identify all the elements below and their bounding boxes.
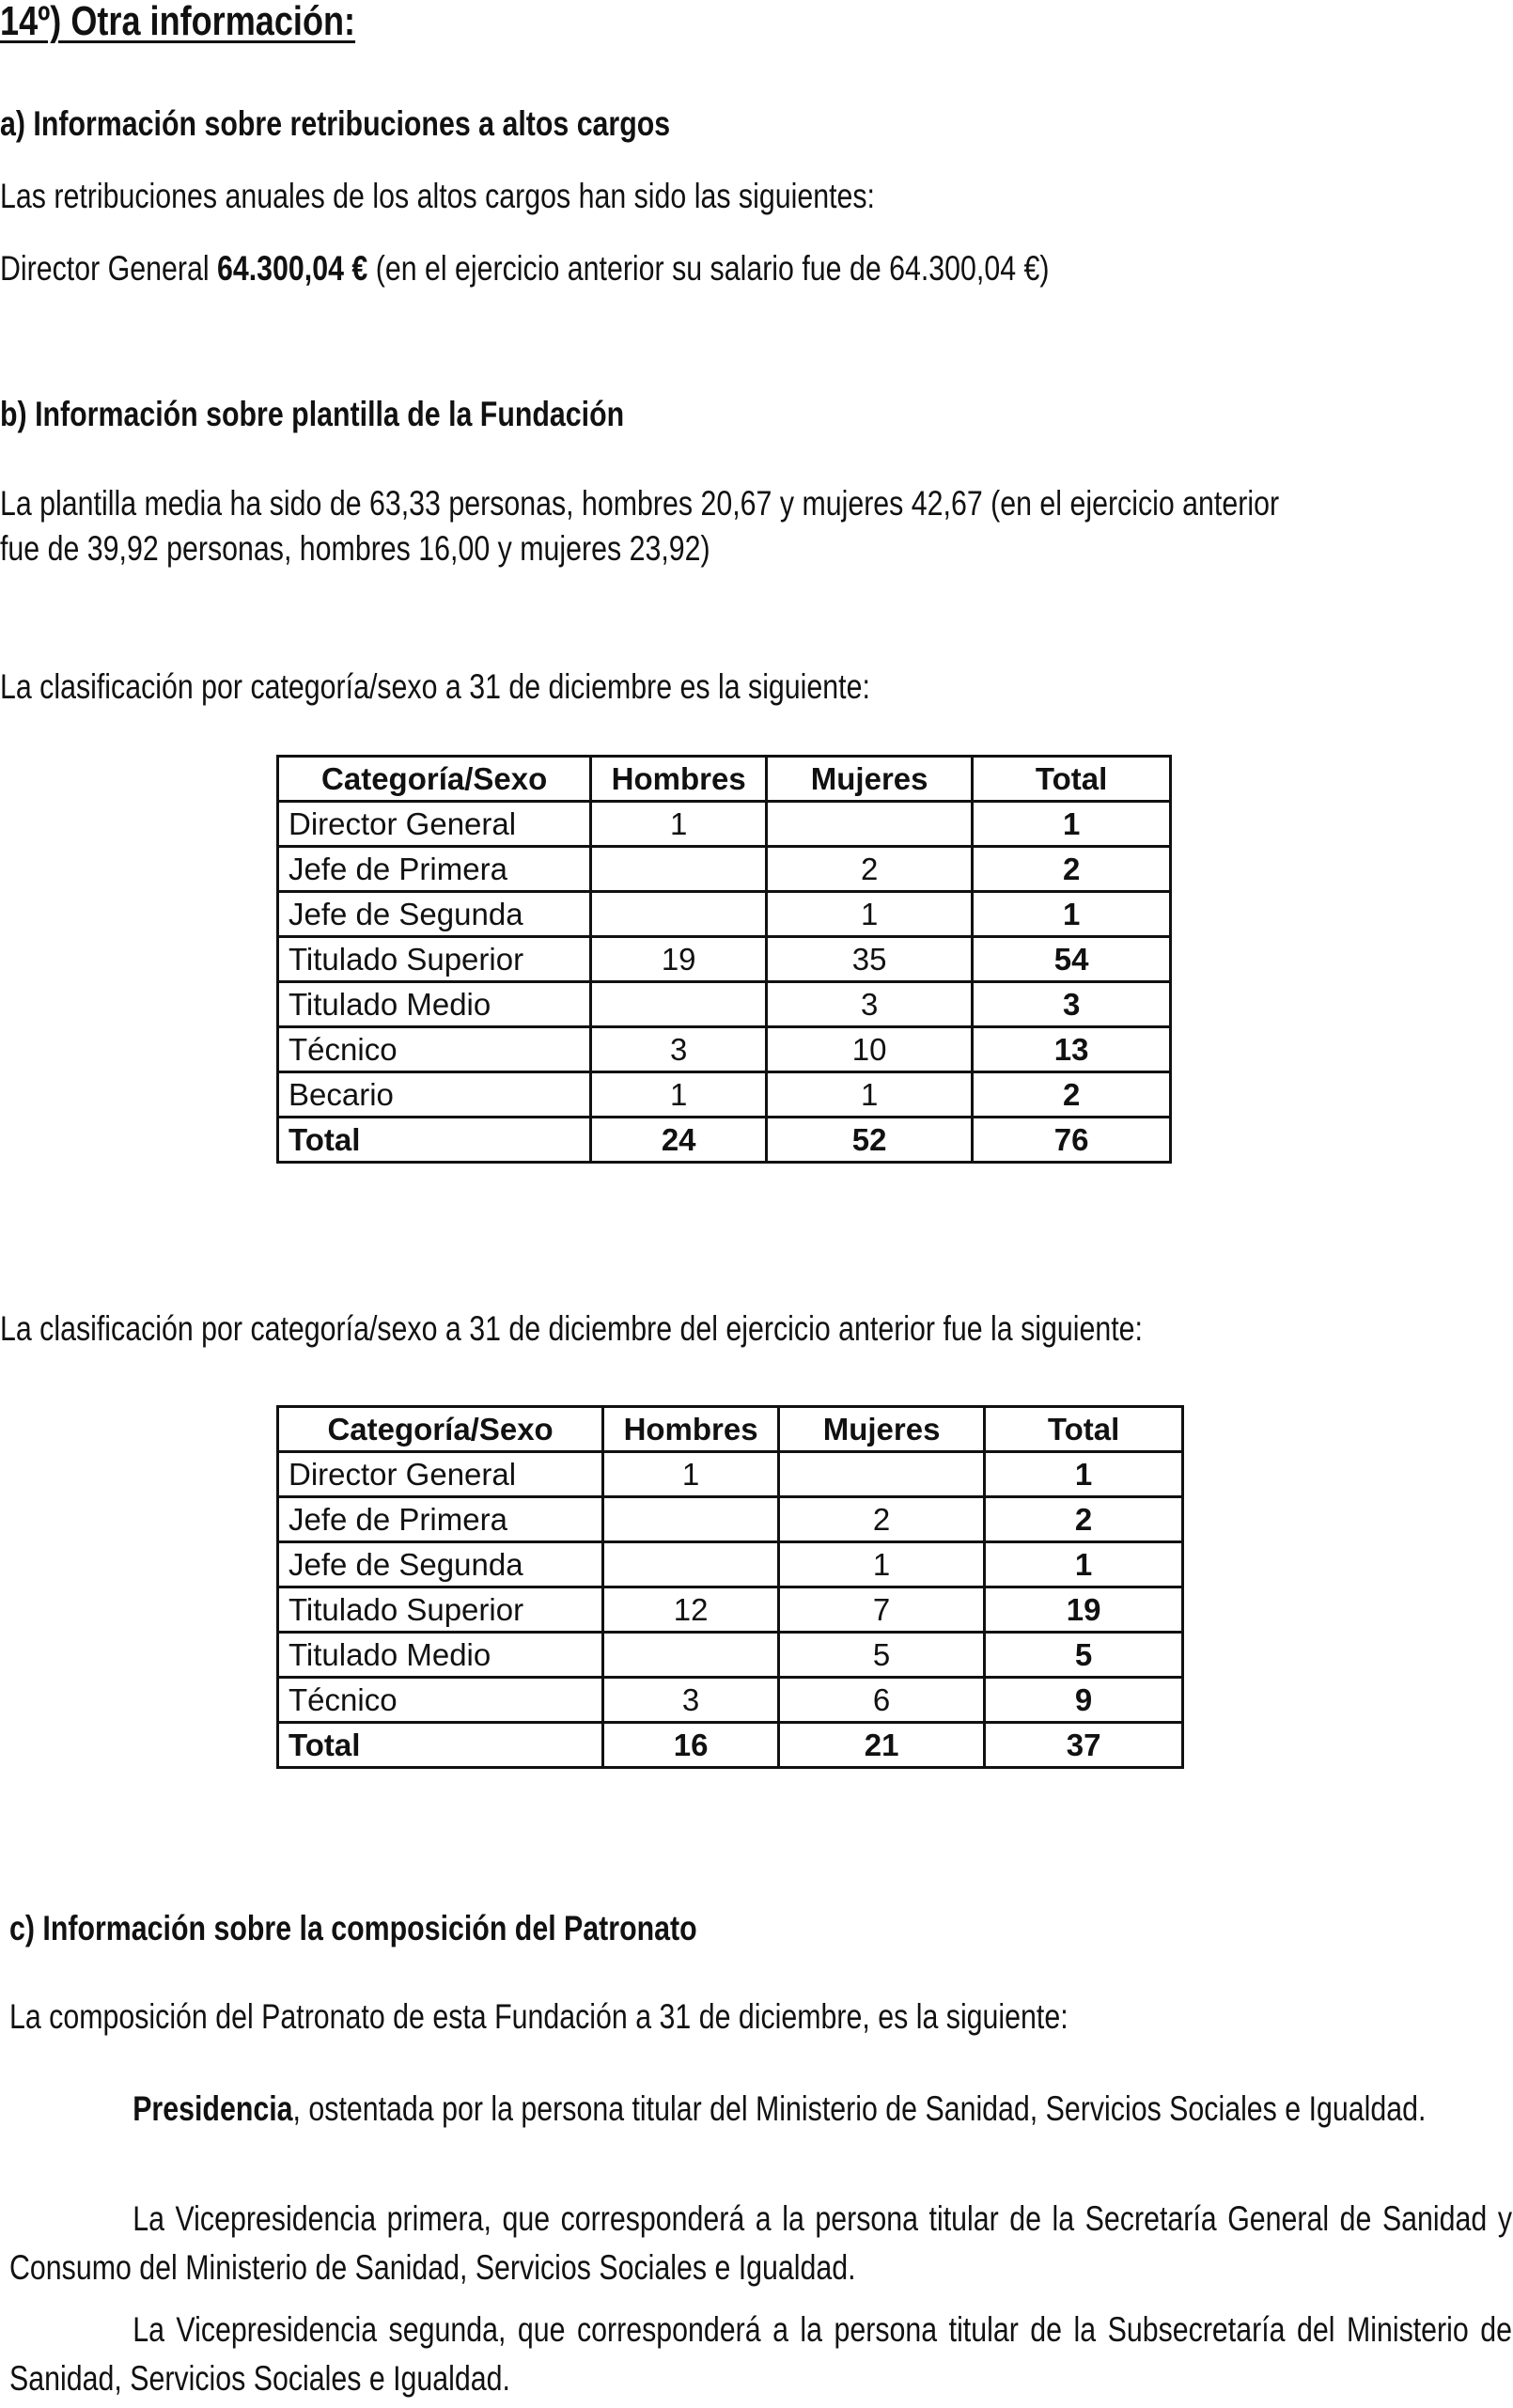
vice2-text: La Vicepresidencia segunda, que corresponderá a la persona titular de la Subsecretaría del Ministerio de Sanidad, Servicios Sociales e Igualdad.: [9, 2310, 1513, 2398]
table-row: [278, 1542, 1183, 1587]
women-cell: [778, 1452, 984, 1497]
section-a-salary-line: [0, 246, 1280, 291]
section-b-heading: b) Información sobre plantilla de la Fundación: [0, 395, 625, 433]
salary-prefix: Director General: [0, 249, 218, 288]
section-c-intro-wrap: [9, 1994, 1301, 2040]
header-cell: Hombres: [591, 757, 767, 802]
table-row: [278, 892, 1171, 937]
table-row: [278, 937, 1171, 982]
table-row: [278, 1072, 1171, 1118]
staff-table-previous: [276, 1405, 1184, 1769]
table-row: [278, 1678, 1183, 1723]
header-cell: Categoría/Sexo: [278, 757, 591, 802]
section-b-para-line2: fue de 39,92 personas, hombres 16,00 y mujeres 23,92): [0, 529, 710, 568]
header-cell: Hombres: [603, 1407, 779, 1452]
presidencia-text: , ostentada por la persona titular del Ministerio de Sanidad, Servicios Sociales e Igualdad.: [292, 2089, 1427, 2128]
men-cell: 12: [603, 1587, 779, 1633]
table-header-row: [278, 1407, 1183, 1452]
total-cell: 9: [985, 1678, 1183, 1723]
total-cell: 1: [985, 1452, 1183, 1497]
category-cell: Titulado Superior: [278, 1587, 603, 1633]
header-cell: Mujeres: [778, 1407, 984, 1452]
patronato-vice2-wrap: [9, 2306, 1513, 2403]
women-cell: 21: [778, 1723, 984, 1768]
category-cell: Titulado Superior: [278, 937, 591, 982]
header-cell: Total: [985, 1407, 1183, 1452]
table2-intro-wrap: [0, 1306, 1394, 1352]
category-cell: Director General: [278, 802, 591, 847]
section-c-intro: La composición del Patronato de esta Fundación a 31 de diciembre, es la siguiente:: [9, 1997, 1068, 2036]
section-c-heading: c) Información sobre la composición del Patronato: [9, 1909, 697, 1947]
salary-amount: 64.300,04 €: [217, 249, 368, 288]
table-total-row: [278, 1723, 1183, 1768]
women-cell: 1: [767, 892, 973, 937]
men-cell: [591, 892, 767, 937]
category-cell: Jefe de Primera: [278, 847, 591, 892]
header-cell: Mujeres: [767, 757, 973, 802]
women-cell: 52: [767, 1118, 973, 1163]
men-cell: [603, 1497, 779, 1542]
patronato-vice1-wrap: [9, 2195, 1513, 2292]
table-row: [278, 1452, 1183, 1497]
men-cell: 3: [603, 1678, 779, 1723]
women-cell: 1: [778, 1542, 984, 1587]
vice1-text: La Vicepresidencia primera, que corresponderá a la persona titular de la Secretaría General de Sanidad y Consumo del Ministerio de Sanidad, Servicios Sociales e Igualdad.: [9, 2199, 1513, 2287]
men-cell: [591, 982, 767, 1027]
men-cell: [591, 847, 767, 892]
table-row: [278, 1587, 1183, 1633]
category-cell: Total: [278, 1118, 591, 1163]
men-cell: 1: [591, 1072, 767, 1118]
header-cell: Categoría/Sexo: [278, 1407, 603, 1452]
total-cell: 1: [973, 892, 1171, 937]
total-cell: 2: [973, 847, 1171, 892]
staff-table-current: [276, 755, 1172, 1164]
section-b-para-line1: La plantilla media ha sido de 63,33 personas, hombres 20,67 y mujeres 42,67 (en el ejercicio anterior: [0, 484, 1280, 523]
men-cell: 16: [603, 1723, 779, 1768]
table-row: [278, 1633, 1183, 1678]
category-cell: Titulado Medio: [278, 1633, 603, 1678]
salary-suffix: (en el ejercicio anterior su salario fue de 64.300,04 €): [367, 249, 1050, 288]
table1-intro-wrap: [0, 665, 1061, 710]
men-cell: 24: [591, 1118, 767, 1163]
patronato-presidencia: [9, 2085, 1512, 2134]
section-title-wrap: [0, 0, 433, 45]
table-row: [278, 1027, 1171, 1072]
women-cell: [767, 802, 973, 847]
table-header-row: [278, 757, 1171, 802]
section-title: 14º) Otra información:: [0, 0, 356, 44]
patronato-presidencia-wrap: [9, 2085, 1513, 2134]
category-cell: Director General: [278, 1452, 603, 1497]
total-cell: 76: [973, 1118, 1171, 1163]
section-a-intro-wrap: [0, 174, 1067, 219]
salary-line: [0, 246, 1050, 291]
category-cell: Jefe de Segunda: [278, 892, 591, 937]
men-cell: [603, 1633, 779, 1678]
category-cell: Becario: [278, 1072, 591, 1118]
total-cell: 13: [973, 1027, 1171, 1072]
total-cell: 2: [973, 1072, 1171, 1118]
total-cell: 19: [985, 1587, 1183, 1633]
category-cell: Jefe de Primera: [278, 1497, 603, 1542]
patronato-vicepresidencia-segunda: [9, 2306, 1512, 2403]
section-c-heading-wrap: [9, 1906, 848, 1951]
category-cell: Técnico: [278, 1678, 603, 1723]
section-a-intro: Las retribuciones anuales de los altos cargos han sido las siguientes:: [0, 177, 875, 215]
total-cell: 37: [985, 1723, 1183, 1768]
total-cell: 2: [985, 1497, 1183, 1542]
section-b-para-line1-wrap: [0, 481, 1513, 526]
women-cell: 35: [767, 937, 973, 982]
patronato-vicepresidencia-primera: [9, 2195, 1512, 2292]
men-cell: [603, 1542, 779, 1587]
header-cell: Total: [973, 757, 1171, 802]
women-cell: 2: [767, 847, 973, 892]
total-cell: 1: [973, 802, 1171, 847]
total-cell: 54: [973, 937, 1171, 982]
women-cell: 1: [767, 1072, 973, 1118]
total-cell: 1: [985, 1542, 1183, 1587]
women-cell: 7: [778, 1587, 984, 1633]
women-cell: 3: [767, 982, 973, 1027]
table2-intro: La clasificación por categoría/sexo a 31 de diciembre del ejercicio anterior fue la siguiente:: [0, 1309, 1143, 1348]
presidencia-label: Presidencia: [133, 2089, 293, 2128]
table-row: [278, 982, 1171, 1027]
table-row: [278, 802, 1171, 847]
men-cell: 1: [603, 1452, 779, 1497]
category-cell: Jefe de Segunda: [278, 1542, 603, 1587]
section-b-heading-wrap: [0, 392, 761, 437]
men-cell: 1: [591, 802, 767, 847]
category-cell: Titulado Medio: [278, 982, 591, 1027]
women-cell: 10: [767, 1027, 973, 1072]
women-cell: 2: [778, 1497, 984, 1542]
total-cell: 3: [973, 982, 1171, 1027]
section-a-heading: a) Información sobre retribuciones a altos cargos: [0, 104, 671, 143]
table-row: [278, 1497, 1183, 1542]
men-cell: 19: [591, 937, 767, 982]
total-cell: 5: [985, 1633, 1183, 1678]
category-cell: Total: [278, 1723, 603, 1768]
women-cell: 5: [778, 1633, 984, 1678]
section-a-heading-wrap: [0, 102, 818, 147]
table-row: [278, 847, 1171, 892]
men-cell: 3: [591, 1027, 767, 1072]
category-cell: Técnico: [278, 1027, 591, 1072]
section-b-para-line2-wrap: [0, 526, 866, 571]
table1-intro: La clasificación por categoría/sexo a 31 de diciembre es la siguiente:: [0, 667, 870, 706]
table-total-row: [278, 1118, 1171, 1163]
women-cell: 6: [778, 1678, 984, 1723]
